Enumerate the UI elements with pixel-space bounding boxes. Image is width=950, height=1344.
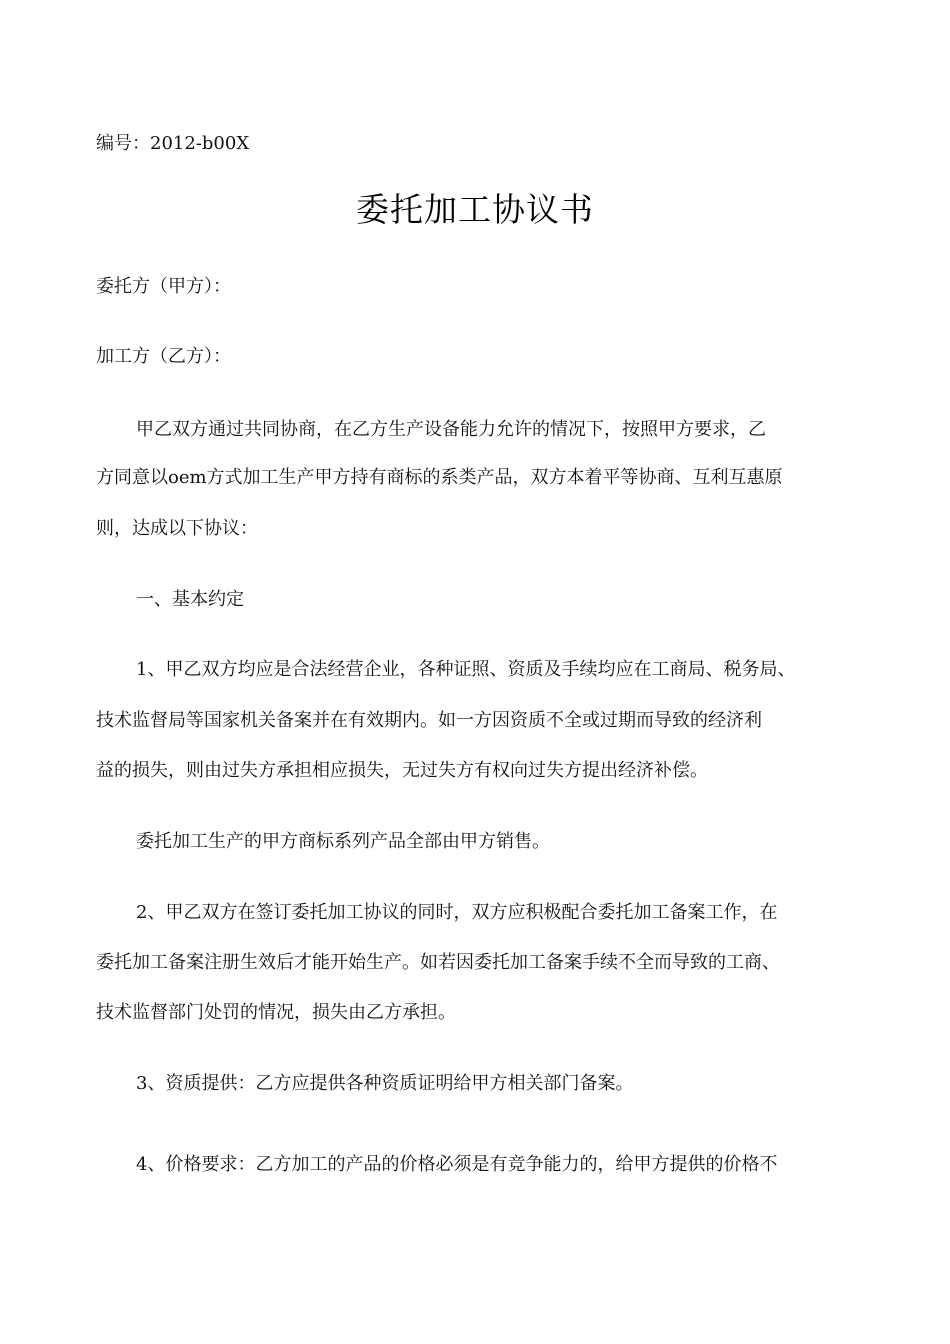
document-title: 委托加工协议书 [356, 190, 594, 229]
clause-2-line-2: 委托加工备案注册生效后才能开始生产。如若因委托加工备案手续不全而导致的工商、 [96, 952, 780, 973]
clause-3: 3、资质提供：乙方应提供各种资质证明给甲方相关部门备案。 [136, 1073, 634, 1094]
document-number: 编号：2012-b00X [96, 133, 250, 154]
clause-1-line-3: 益的损失，则由过失方承担相应损失，无过失方有权向过失方提出经济补偿。 [96, 760, 708, 781]
sales-note: 委托加工生产的甲方商标系列产品全部由甲方销售。 [136, 831, 550, 852]
clause-4-line-1: 4、价格要求：乙方加工的产品的价格必须是有竞争能力的，给甲方提供的价格不 [136, 1154, 778, 1175]
section-1-heading: 一、基本约定 [136, 589, 244, 610]
clause-2-line-1: 2、甲乙双方在签订委托加工协议的同时，双方应积极配合委托加工备案工作，在 [136, 902, 778, 923]
intro-line-2: 方同意以oem方式加工生产甲方持有商标的系类产品，双方本着平等协商、互利互惠原 [96, 467, 783, 488]
clause-1-line-2: 技术监督局等国家机关备案并在有效期内。如一方因资质不全或过期而导致的经济利 [96, 710, 762, 731]
clause-1-line-1: 1、甲乙双方均应是合法经营企业，各种证照、资质及手续均应在工商局、税务局、 [136, 659, 796, 680]
clause-2-line-3: 技术监督部门处罚的情况，损失由乙方承担。 [96, 1002, 456, 1023]
intro-line-3: 则，达成以下协议： [96, 518, 258, 539]
intro-line-1: 甲乙双方通过共同协商，在乙方生产设备能力允许的情况下，按照甲方要求，乙 [136, 419, 766, 440]
party-b-label: 加工方（乙方）： [96, 346, 231, 367]
party-a-label: 委托方（甲方）： [96, 276, 231, 297]
